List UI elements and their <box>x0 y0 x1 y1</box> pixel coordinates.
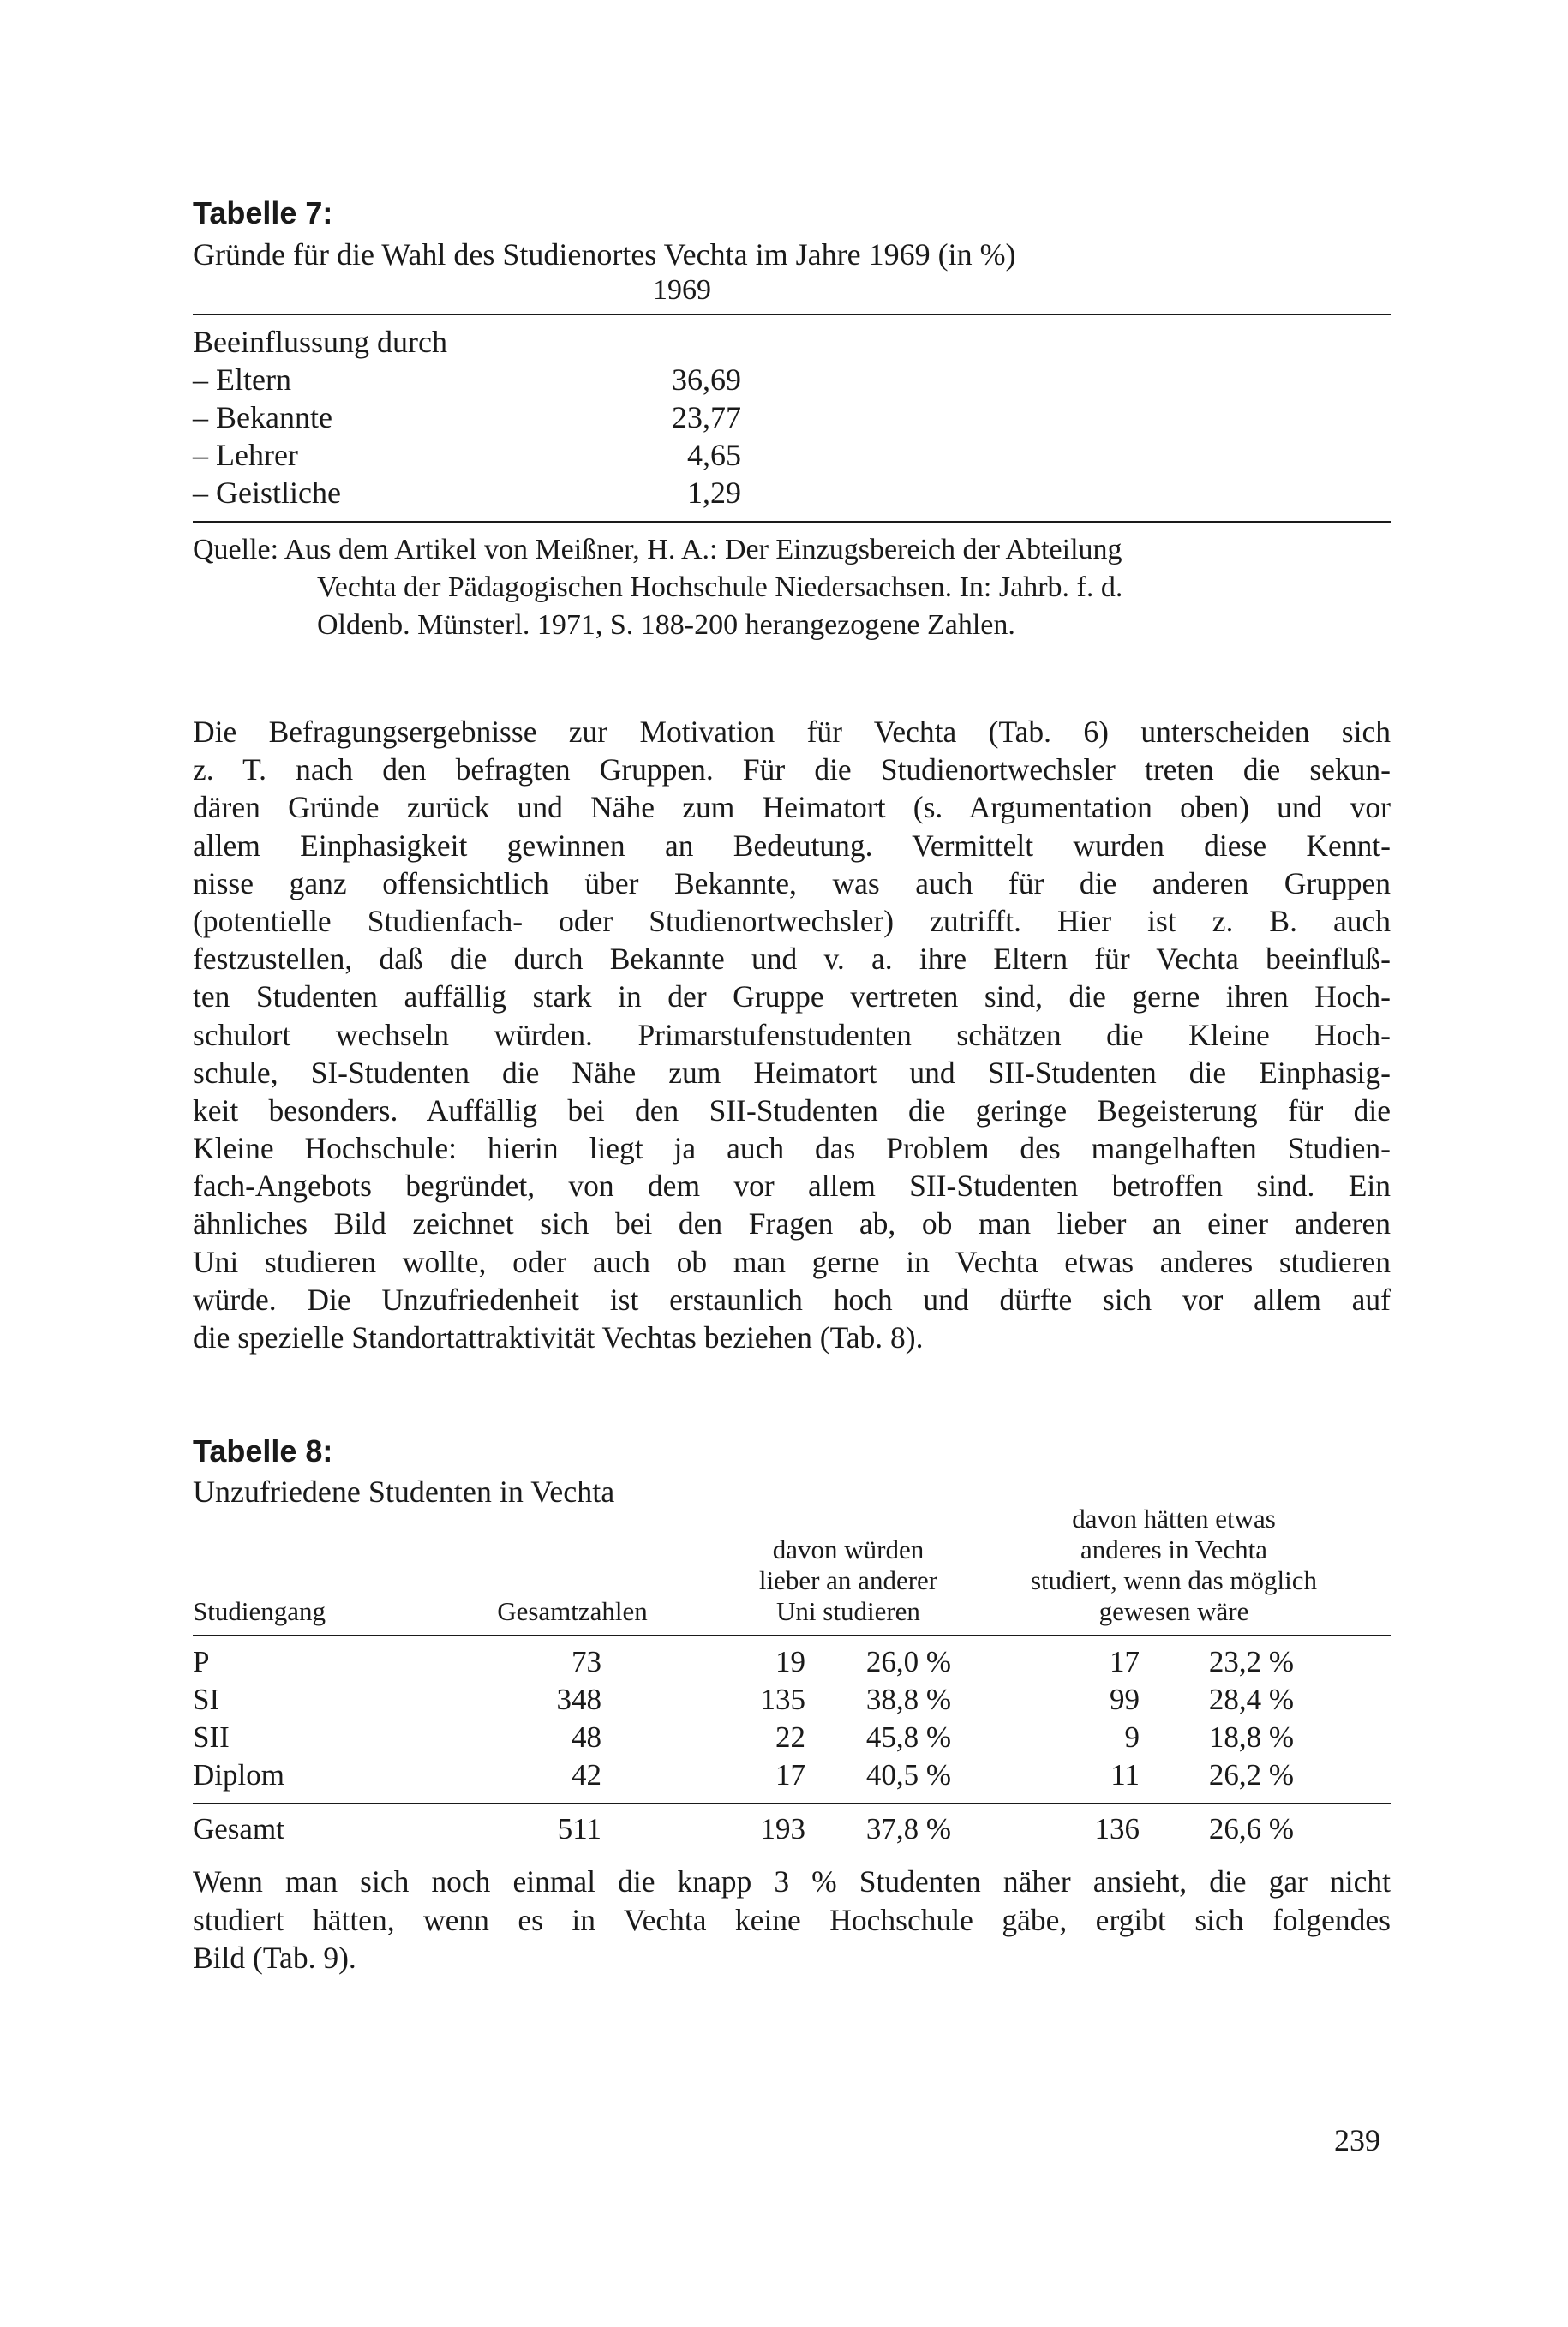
paragraph-line: studiert hätten, wenn es in Vechta keine Hochschule gäbe, ergibt sich folgendes <box>193 1902 1391 1937</box>
cell-anderes-pct: 26,2 % <box>1208 1758 1294 1792</box>
table7-row-label: – Geistliche <box>193 476 341 510</box>
paragraph-line: Die Befragungsergebnisse zur Motivation für Vechta (Tab. 6) unterscheiden sich <box>193 715 1391 749</box>
table-row <box>193 362 741 399</box>
cell-lieber-pct: 37,8 % <box>865 1812 951 1845</box>
table7-subtitle: Gründe für die Wahl des Studienortes Vechta im Jahre 1969 (in %) <box>193 237 1016 272</box>
header-anderes-in-vechta <box>994 1504 1354 1627</box>
header-line: gewesen wäre <box>1098 1596 1249 1626</box>
source-line: Oldenb. Münsterl. 1971, S. 188-200 herangezogene Zahlen. <box>317 609 1015 641</box>
paragraph-line: Kleine Hochschule: hierin liegt ja auch das Problem des mangelhaften Studien- <box>193 1131 1391 1166</box>
paragraph-line: würde. Die Unzufriedenheit ist erstaunlich hoch und dürfte sich vor allem auf <box>193 1282 1391 1317</box>
cell-studiengang: SI <box>193 1683 220 1716</box>
table7-bottom-rule <box>193 521 1391 523</box>
paragraph-line: fach-Angebots begründet, von dem vor allem SII-Studenten betroffen sind. Ein <box>193 1169 1391 1204</box>
paragraph-line: schule, SI-Studenten die Nähe zum Heimatort und SII-Studenten die Einphasig- <box>193 1055 1391 1090</box>
cell-lieber-n: 22 <box>775 1720 805 1754</box>
paragraph-line: die spezielle Standortattraktivität Vechtas beziehen (Tab. 8). <box>193 1320 924 1355</box>
table-row <box>193 475 741 512</box>
paragraph-line: dären Gründe zurück und Nähe zum Heimatort (s. Argumentation oben) und vor <box>193 790 1391 825</box>
table7-source <box>193 531 1392 644</box>
cell-studiengang: P <box>193 1645 210 1678</box>
cell-lieber-n: 17 <box>775 1758 805 1792</box>
cell-studiengang: Gesamt <box>193 1812 284 1845</box>
header-lieber-anderer-uni <box>720 1534 977 1627</box>
paragraph-line: nisse ganz offensichtlich über Bekannte, was auch für die anderen Gruppen <box>193 865 1391 900</box>
table7-row-value: 36,69 <box>672 362 741 397</box>
table7-column-header: 1969 <box>653 274 711 306</box>
cell-anderes-pct: 23,2 % <box>1208 1645 1294 1678</box>
table8-title: Tabelle 8: <box>193 1433 333 1469</box>
table7-top-rule <box>193 314 1391 315</box>
paragraph-line: Uni studieren wollte, oder auch ob man gerne in Vechta etwas anderes studieren <box>193 1244 1391 1279</box>
table8-header-rule <box>193 1635 1391 1636</box>
paragraph-line: keit besonders. Auffällig bei den SII-Studenten die geringe Begeisterung für die <box>193 1092 1391 1128</box>
paragraph-line: Wenn man sich noch einmal die knapp 3 % Studenten näher ansieht, die gar nicht <box>193 1864 1391 1899</box>
cell-anderes-pct: 26,6 % <box>1208 1812 1294 1845</box>
header-line: studiert, wenn das möglich <box>1030 1565 1318 1595</box>
table7-title: Tabelle 7: <box>193 195 333 230</box>
header-line: anderes in Vechta <box>1080 1534 1268 1564</box>
body-paragraph <box>193 1863 1391 1977</box>
cell-anderes-pct: 18,8 % <box>1208 1720 1294 1754</box>
cell-lieber-pct: 38,8 % <box>865 1683 951 1716</box>
paragraph-line: allem Einphasigkeit gewinnen an Bedeutung. Vermittelt wurden diese Kennt- <box>193 828 1391 863</box>
cell-studiengang: Diplom <box>193 1758 284 1792</box>
cell-anderes-n: 9 <box>1124 1720 1140 1754</box>
table7-row-label: – Eltern <box>193 362 291 397</box>
cell-anderes-pct: 28,4 % <box>1208 1683 1294 1716</box>
header-line: davon würden <box>772 1534 925 1564</box>
paragraph-line: ähnliches Bild zeichnet sich bei den Fragen ab, ob man lieber an einer anderen <box>193 1206 1391 1241</box>
table7-row-value: 23,77 <box>672 400 741 434</box>
cell-lieber-pct: 40,5 % <box>865 1758 951 1792</box>
page-number: 239 <box>1334 2123 1380 2157</box>
table7-row-label: – Bekannte <box>193 400 332 434</box>
table7-group-row <box>193 324 741 362</box>
table-row <box>193 399 741 437</box>
header-gesamtzahlen: Gesamtzahlen <box>497 1596 648 1626</box>
table-row <box>193 437 741 475</box>
header-studiengang: Studiengang <box>193 1596 326 1626</box>
header-line: lieber an anderer <box>758 1565 938 1595</box>
paragraph-line: z. T. nach den befragten Gruppen. Für die Studienortwechsler treten die sekun- <box>193 752 1391 787</box>
cell-lieber-n: 135 <box>760 1683 805 1716</box>
paragraph-line: Bild (Tab. 9). <box>193 1941 356 1975</box>
table7-row-value: 4,65 <box>687 438 741 472</box>
cell-gesamt: 348 <box>556 1683 601 1716</box>
source-line: Vechta der Pädagogischen Hochschule Niedersachsen. In: Jahrb. f. d. <box>317 571 1123 603</box>
cell-gesamt: 48 <box>572 1720 601 1754</box>
cell-gesamt: 511 <box>557 1812 601 1845</box>
header-line: Uni studieren <box>776 1596 920 1626</box>
cell-lieber-n: 193 <box>760 1812 805 1845</box>
cell-studiengang: SII <box>193 1720 230 1754</box>
cell-gesamt: 42 <box>572 1758 601 1792</box>
table7-row-value: 1,29 <box>687 476 741 510</box>
cell-gesamt: 73 <box>572 1645 601 1678</box>
table8-subtitle: Unzufriedene Studenten in Vechta <box>193 1475 615 1509</box>
cell-lieber-n: 19 <box>775 1645 805 1678</box>
cell-anderes-n: 136 <box>1094 1812 1140 1845</box>
cell-anderes-n: 99 <box>1110 1683 1140 1716</box>
table7-row-label: – Lehrer <box>193 438 298 472</box>
cell-lieber-pct: 26,0 % <box>865 1645 951 1678</box>
paragraph-line: festzustellen, daß die durch Bekannte und v. a. ihre Eltern für Vechta beeinfluß- <box>193 942 1391 977</box>
table8-total-rule <box>193 1803 1391 1804</box>
source-line: Quelle: Aus dem Artikel von Meißner, H. A.: Der Einzugsbereich der Abteilung <box>193 534 1122 565</box>
paragraph-line: ten Studenten auffällig stark in der Gruppe vertreten sind, die gerne ihren Hoch- <box>193 979 1391 1014</box>
table7-group-label: Beeinflussung durch <box>193 325 447 359</box>
body-paragraph <box>193 713 1391 1356</box>
paragraph-line: (potentielle Studienfach- oder Studienortwechsler) zutrifft. Hier ist z. B. auch <box>193 903 1391 938</box>
cell-lieber-pct: 45,8 % <box>865 1720 951 1754</box>
paragraph-line: schulort wechseln würden. Primarstufenstudenten schätzen die Kleine Hoch- <box>193 1017 1391 1052</box>
cell-anderes-n: 17 <box>1110 1645 1140 1678</box>
header-line: davon hätten etwas <box>1072 1504 1276 1534</box>
cell-anderes-n: 11 <box>1110 1758 1140 1792</box>
